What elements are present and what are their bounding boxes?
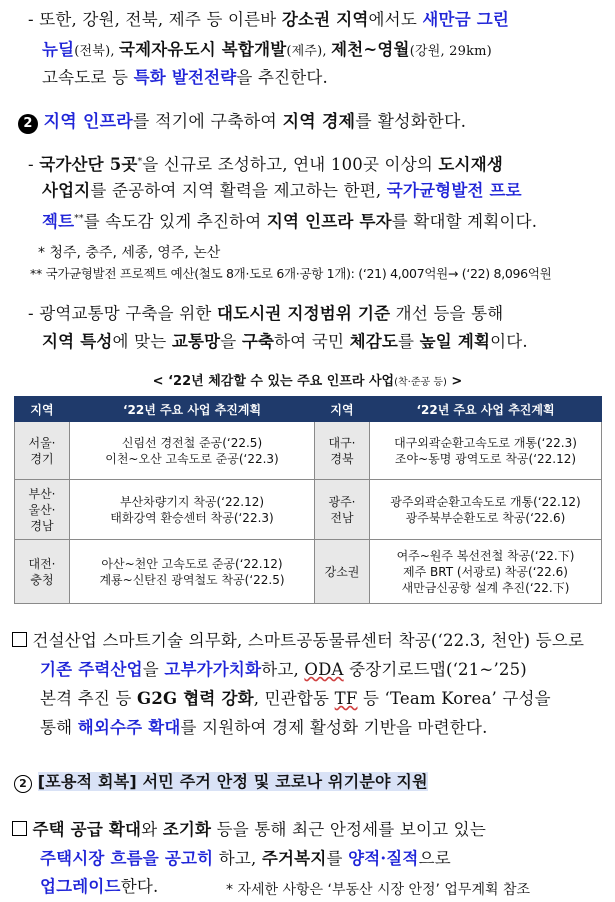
- highlight-text: 대도시권 지정범위 기준: [216, 304, 391, 323]
- text: 와: [141, 820, 163, 839]
- project-cell: [370, 540, 602, 604]
- text: 에서도: [368, 10, 423, 29]
- text: 개선 등을 통해: [390, 304, 504, 323]
- region-cell: 강소권: [315, 540, 370, 604]
- highlight-text: 사업지: [42, 181, 91, 200]
- section-number-badge: 2: [14, 775, 32, 793]
- text: 를: [398, 332, 420, 351]
- highlight-blue-text: 업그레이드: [40, 877, 121, 896]
- text: , 민관합동: [253, 689, 335, 708]
- section-heading: [14, 772, 428, 793]
- text: 을: [220, 332, 242, 351]
- text: 본격 추진 등: [40, 689, 138, 708]
- text: 이다.: [490, 332, 528, 351]
- text: 을 추진한다.: [236, 68, 328, 87]
- text: 을: [142, 660, 165, 679]
- project-item: 여주~원주 복선전철 착공(‘22.下): [396, 548, 575, 563]
- table-row: [15, 540, 602, 604]
- project-item: 광주외곽순환고속도로 개통(‘22.12): [390, 494, 581, 509]
- column-header: 지역: [315, 397, 370, 422]
- table-row: [15, 480, 602, 540]
- highlight-text: 지역 특성: [42, 332, 113, 351]
- highlight-text: 교통망: [171, 332, 221, 351]
- table-caption: [0, 370, 615, 389]
- text: 고속도로 등: [42, 68, 134, 87]
- highlight-blue-text: 해외수주 확대: [77, 718, 181, 737]
- text: (전북),: [74, 44, 120, 59]
- text: 으로: [418, 849, 451, 868]
- table-row: [15, 422, 602, 480]
- text: 하고,: [213, 849, 262, 868]
- text: 을 신규로 조성하고, 연내 100곳 이상의: [142, 155, 439, 174]
- highlight-text: 제천~영월: [331, 40, 410, 59]
- highlight-text: 체감도: [349, 332, 398, 351]
- project-item: 대구외곽순환고속도로 개통(‘22.3): [394, 435, 577, 450]
- highlight-text: 높일 계획: [419, 332, 491, 351]
- text: 에 맞는: [112, 332, 172, 351]
- highlight-text: 강소권 지역: [281, 10, 369, 29]
- footnote-cities: * 청주, 충주, 세종, 영주, 논산: [38, 245, 221, 261]
- text: 를 준공하여 지역 활력을 제고하는 한편,: [90, 181, 387, 200]
- subheading-regional-infra: [18, 112, 466, 134]
- project-item: 부산차량기지 착공(‘22.12): [119, 494, 265, 509]
- project-cell: [370, 480, 602, 540]
- text: 하여 국민: [274, 332, 350, 351]
- region-cell: 대전· 충청: [15, 540, 70, 604]
- highlight-blue-text: 특화 발전전략: [133, 68, 237, 87]
- text: 한다.: [120, 877, 159, 896]
- text: 등 ‘Team Korea’ 구성을: [357, 689, 551, 708]
- number-badge: 2: [18, 114, 38, 134]
- region-cell: 서울· 경기: [15, 422, 70, 480]
- caption-text: < ‘22년 체감할 수 있는 주요 인프라 사업: [152, 374, 395, 389]
- highlight-text: 국가산단 5곳: [39, 155, 138, 174]
- region-cell: 광주· 전남: [315, 480, 370, 540]
- footnote-mark: **: [74, 214, 84, 224]
- text: ODA: [304, 660, 344, 679]
- text: (강원, 29km): [409, 44, 492, 59]
- project-item: 계룡~신탄진 광역철도 착공(‘22.5): [99, 572, 285, 587]
- text: 를 속도감 있게 추진하여: [83, 212, 267, 231]
- region-cell: 부산· 울산· 경남: [15, 480, 70, 540]
- footnote-budget: ** 국가균형발전 프로젝트 예산(철도 8개·도로 6개·공항 1개): (‘21) 4,007억원→ (‘22) 8,096억원: [30, 266, 552, 281]
- highlight-blue-text: 고부가가치화: [164, 660, 262, 679]
- project-item: 이천~오산 고속도로 준공(‘22.3): [105, 451, 279, 466]
- highlight-text: 조기화: [162, 820, 212, 839]
- project-item: 광주북부순환도로 착공(‘22.6): [405, 510, 566, 525]
- text: -: [28, 155, 40, 174]
- region-cell: 대구· 경북: [315, 422, 370, 480]
- highlight-blue-text: 기존 주력산업: [40, 660, 143, 679]
- column-header: ‘22년 주요 사업 추진계획: [70, 397, 315, 422]
- text: - 광역교통망 구축을 위한: [28, 304, 217, 323]
- text: TF: [334, 689, 358, 708]
- project-item: 태화강역 환승센터 착공(‘22.3): [110, 510, 274, 525]
- table-header-row: [15, 397, 602, 422]
- text: (제주),: [286, 44, 332, 59]
- text: 를: [326, 849, 349, 868]
- caption-note: (착·준공 등): [394, 377, 447, 388]
- project-cell: [70, 422, 315, 480]
- highlight-blue-text: 뉴딜: [42, 40, 75, 59]
- project-cell: [70, 540, 315, 604]
- highlight-text: 주택 공급 확대: [32, 820, 142, 839]
- text: 를 적기에 구축하여: [132, 112, 283, 132]
- project-item: 제주 BRT (서광로) 착공(‘22.6): [403, 564, 568, 579]
- highlight-text: G2G 협력 강화: [137, 689, 254, 708]
- checkbox-bullet-icon: [12, 632, 27, 647]
- project-cell: [370, 422, 602, 480]
- infra-project-table: [14, 396, 602, 604]
- footnote-reference: * 자세한 사항은 ‘부동산 시장 안정’ 업무계획 참조: [226, 882, 531, 898]
- highlight-text: 주거복지: [261, 849, 327, 868]
- column-header: 지역: [15, 397, 70, 422]
- text: 를 지원하여 경제 활성화 기반을 마련한다.: [180, 718, 488, 737]
- text: 를 확대할 계획이다.: [391, 212, 538, 231]
- text: 하고,: [261, 660, 305, 679]
- footnote-mark: *: [137, 157, 143, 167]
- highlight-blue-text: 젝트: [42, 212, 75, 231]
- highlight-text: 지역 경제: [282, 112, 356, 132]
- project-item: 아산~천안 고속도로 준공(‘22.12): [101, 556, 283, 571]
- text: 중장기로드맵(‘21~’25): [343, 660, 527, 679]
- project-item: 새만금신공항 설계 추진(‘22.下): [401, 580, 570, 595]
- highlight-blue-text: 주택시장 흐름을 공고히: [40, 849, 214, 868]
- text: 등을 통해 최근 안정세를 보이고 있는: [211, 820, 486, 839]
- text: 를 활성화한다.: [355, 112, 467, 132]
- highlight-text: 국제자유도시 복합개발: [119, 40, 287, 59]
- highlight-blue-text: 지역 인프라: [43, 112, 133, 132]
- text: 통해: [40, 718, 78, 737]
- column-header: ‘22년 주요 사업 추진계획: [370, 397, 602, 422]
- highlight-text: 구축: [241, 332, 275, 351]
- section-title: [포용적 회복] 서민 주거 안정 및 코로나 위기분야 지원: [37, 772, 428, 791]
- project-cell: [70, 480, 315, 540]
- project-item: 조야~동명 광역도로 착공(‘22.12): [394, 451, 577, 466]
- highlight-text: 지역 인프라 투자: [266, 212, 392, 231]
- text: - 또한, 강원, 전북, 제주 등 이른바: [28, 10, 282, 29]
- highlight-text: 도시재생: [438, 155, 503, 174]
- caption-text: >: [446, 374, 463, 389]
- highlight-blue-text: 양적·질적: [348, 849, 419, 868]
- project-item: 신림선 경전철 준공(‘22.5): [121, 435, 263, 450]
- checkbox-bullet-icon: [12, 821, 27, 836]
- highlight-blue-text: 새만금 그린: [422, 10, 510, 29]
- highlight-blue-text: 국가균형발전 프로: [386, 181, 522, 200]
- text: 건설산업 스마트기술 의무화, 스마트공동물류센터 착공(‘22.3, 천안) 등으로: [32, 631, 585, 650]
